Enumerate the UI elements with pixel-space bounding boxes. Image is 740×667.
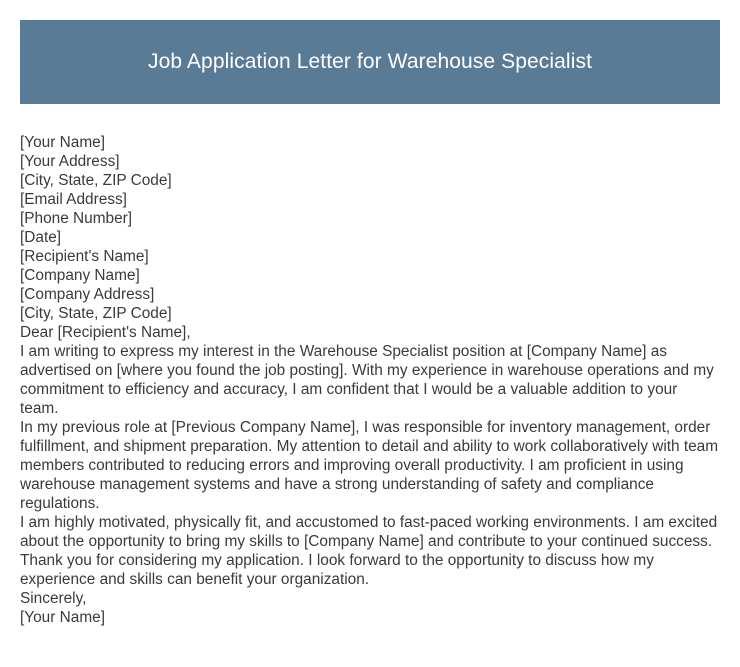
sender-email: [Email Address] xyxy=(20,191,127,208)
salutation: Dear [Recipient's Name], xyxy=(20,324,191,341)
sender-address: [Your Address] xyxy=(20,153,120,170)
sender-phone: [Phone Number] xyxy=(20,210,133,227)
sender-city-state-zip: [City, State, ZIP Code] xyxy=(20,172,172,189)
letter-body xyxy=(20,133,720,627)
recipient-city-state-zip: [City, State, ZIP Code] xyxy=(20,305,172,322)
signature: [Your Name] xyxy=(20,609,105,626)
recipient-company-address: [Company Address] xyxy=(20,286,155,303)
letter-date: [Date] xyxy=(20,229,62,246)
page-title: Job Application Letter for Warehouse Specialist xyxy=(148,50,592,73)
recipient-company: [Company Name] xyxy=(20,267,140,284)
paragraph-thanks: Thank you for considering my application. I look forward to the opportunity to discuss how my experience and skills can benefit your organization. xyxy=(20,552,654,588)
title-banner xyxy=(20,20,720,104)
recipient-name: [Recipient's Name] xyxy=(20,248,149,265)
closing: Sincerely, xyxy=(20,590,87,607)
paragraph-experience: In my previous role at [Previous Company Name], I was responsible for inventory management, order fulfillment, and shipment preparation. My attention to detail and ability to work collaboratively with team members contributed to reducing errors and improving overall productivity. I am proficient in using warehouse management systems and have a strong understanding of safety and compliance regulations. xyxy=(20,419,719,512)
paragraph-motivation: I am highly motivated, physically fit, and accustomed to fast-paced working environments. I am excited about the opportunity to bring my skills to [Company Name] and contribute to your continued success. xyxy=(20,514,718,550)
sender-name: [Your Name] xyxy=(20,134,105,151)
paragraph-interest: I am writing to express my interest in the Warehouse Specialist position at [Company Name] as advertised on [where you found the job posting]. With my experience in warehouse operations and my commitment to efficiency and accuracy, I am confident that I would be a valuable addition to your team. xyxy=(20,343,714,417)
